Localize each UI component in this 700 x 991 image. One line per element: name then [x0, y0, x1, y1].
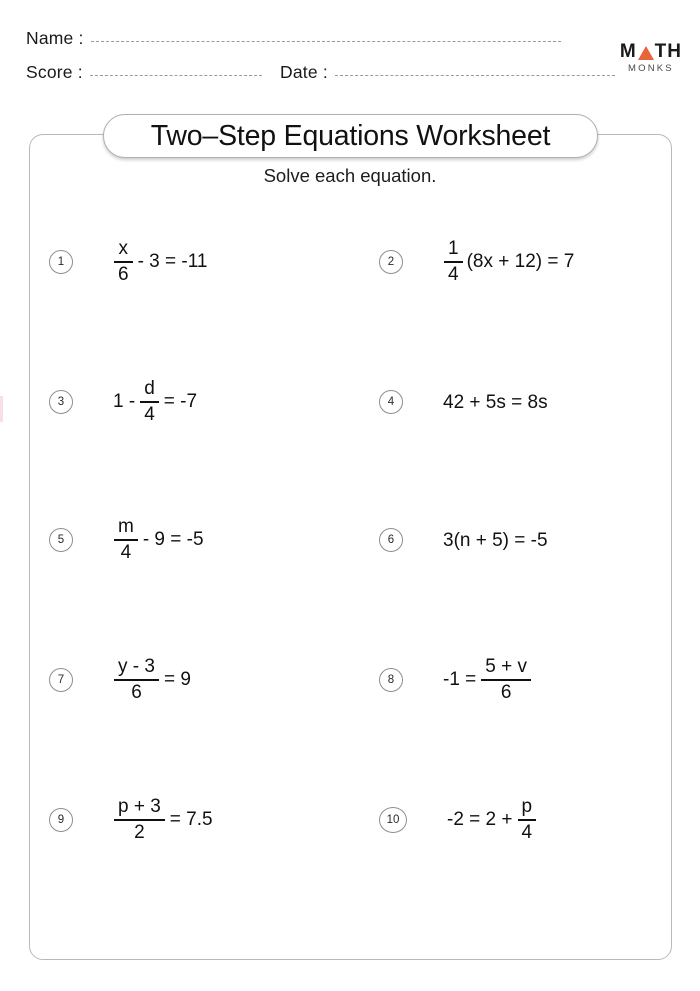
expression-plain: 42 + 5s = 8s	[443, 391, 548, 413]
problem-number: 6	[379, 528, 403, 552]
fraction-numerator: x	[118, 237, 129, 259]
mathmonks-logo	[620, 42, 682, 74]
fraction-bar	[518, 819, 537, 820]
problem-number: 4	[379, 390, 403, 414]
fraction-denominator: 6	[118, 263, 129, 285]
expression-tail: = 7.5	[169, 809, 213, 831]
fraction	[518, 796, 537, 844]
fraction-numerator: 1	[448, 237, 459, 259]
fraction-denominator: 2	[134, 821, 145, 843]
problem-expression	[445, 796, 539, 844]
logo-subtext: MONKS	[628, 63, 674, 74]
problem-item[interactable]	[49, 652, 193, 708]
problem-item[interactable]	[49, 234, 209, 290]
fraction-numerator: 5 + v	[485, 655, 528, 677]
expression-head: -1 =	[443, 669, 477, 691]
fraction-denominator: 6	[131, 681, 142, 703]
problem-number: 8	[379, 668, 403, 692]
problem-number: 5	[49, 528, 73, 552]
fraction-denominator: 6	[500, 681, 512, 703]
fraction-numerator: d	[144, 377, 155, 399]
problem-item[interactable]	[49, 512, 206, 568]
expression-tail: = 9	[163, 669, 191, 691]
worksheet-header	[0, 0, 700, 110]
date-field	[280, 62, 615, 83]
fraction	[140, 378, 159, 426]
problem-number: 1	[49, 250, 73, 274]
expression-tail: - 9 = -5	[142, 529, 204, 551]
fraction-bar	[140, 401, 159, 402]
scan-edge-artifact	[0, 396, 3, 422]
fraction-numerator: p + 3	[118, 795, 161, 817]
problem-expression	[111, 378, 199, 426]
problem-list	[29, 134, 672, 960]
name-label: Name :	[26, 28, 84, 48]
fraction-numerator: y - 3	[118, 655, 155, 677]
fraction-bar	[114, 819, 165, 820]
problem-number: 2	[379, 250, 403, 274]
triangle-icon	[638, 46, 654, 60]
logo-wordmark	[620, 42, 682, 61]
fraction	[481, 656, 531, 704]
fraction-bar	[481, 679, 531, 680]
logo-letters-th: TH	[654, 41, 682, 62]
problem-number: 7	[49, 668, 73, 692]
problem-item[interactable]	[379, 234, 575, 290]
problem-item[interactable]	[49, 374, 199, 430]
fraction	[114, 656, 159, 704]
expression-head: 1 -	[113, 391, 136, 413]
expression-head: -2 = 2 +	[447, 809, 513, 831]
fraction-bar	[114, 679, 159, 680]
fraction-denominator: 4	[521, 821, 533, 843]
worksheet-title-banner	[103, 114, 598, 158]
page-title: Two–Step Equations Worksheet	[150, 119, 551, 152]
problem-item[interactable]	[379, 652, 534, 708]
fraction	[114, 238, 133, 286]
problem-item[interactable]	[379, 374, 550, 430]
fraction-denominator: 4	[448, 263, 459, 285]
expression-tail: = -7	[163, 391, 198, 413]
problem-expression	[441, 656, 534, 704]
problem-item[interactable]	[379, 792, 539, 848]
fraction	[114, 796, 165, 844]
logo-letter-m: M	[619, 41, 637, 62]
date-label: Date :	[280, 62, 328, 82]
problem-expression	[441, 393, 550, 412]
fraction-denominator: 4	[144, 403, 155, 425]
problem-number: 3	[49, 390, 73, 414]
fraction-numerator: p	[521, 795, 533, 817]
fraction	[114, 516, 138, 564]
problem-expression	[111, 656, 193, 704]
expression-tail: (8x + 12) = 7	[466, 251, 575, 273]
problem-item[interactable]	[49, 792, 215, 848]
expression-plain: 3(n + 5) = -5	[443, 529, 548, 551]
name-input-line[interactable]	[91, 40, 561, 42]
problem-item[interactable]	[379, 512, 550, 568]
fraction-bar	[114, 261, 133, 262]
fraction-bar	[444, 261, 463, 262]
fraction-bar	[114, 539, 138, 540]
score-field	[26, 62, 262, 83]
problem-number: 9	[49, 808, 73, 832]
fraction-numerator: m	[118, 515, 134, 537]
fraction	[444, 238, 463, 286]
expression-tail: - 3 = -11	[137, 251, 208, 273]
problem-number: 10	[379, 807, 407, 833]
problem-expression	[441, 531, 550, 550]
problem-expression	[111, 516, 206, 564]
name-field	[26, 28, 561, 49]
fraction-denominator: 4	[120, 541, 132, 563]
score-label: Score :	[26, 62, 83, 82]
score-input-line[interactable]	[90, 74, 262, 76]
problem-expression	[111, 238, 209, 286]
problem-expression	[111, 796, 215, 844]
worksheet-instruction: Solve each equation.	[263, 165, 437, 186]
date-input-line[interactable]	[335, 74, 615, 76]
problem-expression	[441, 238, 575, 286]
